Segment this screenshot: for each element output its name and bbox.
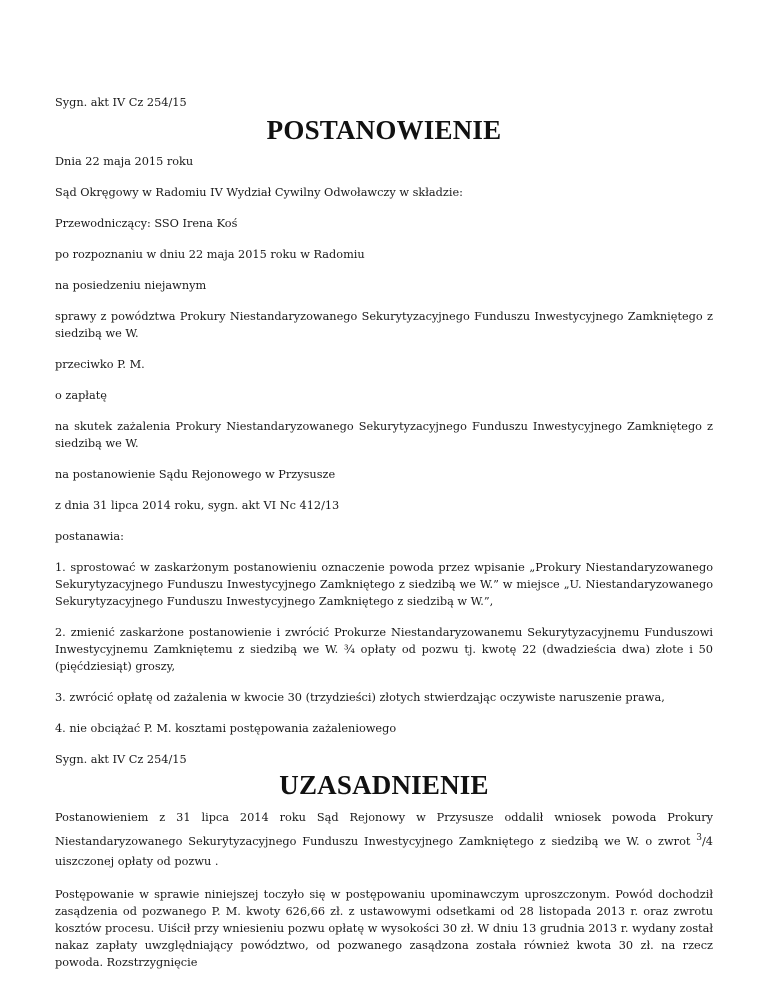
court-name: Sąd Okręgowy w Radomiu IV Wydział Cywilny Odwoławczy w składzie:	[55, 186, 463, 199]
justification-title: UZASADNIENIE	[279, 770, 489, 800]
appealed-decision: na postanowienie Sądu Rejonowego w Przysusze	[55, 468, 336, 481]
ruling-item: 3. zwrócić opłatę od zażalenia w kwocie 30 (trzydzieści) złotych stwierdzając oczywiste naruszenie prawa,	[55, 691, 665, 704]
document-title: POSTANOWIENIE	[266, 115, 502, 145]
justification-paragraph: Postępowanie w sprawie niniejszej toczyło się w postępowaniu upominawczym uproszczonym. Powód dochodził zasądzenia od pozwanego P. M. kwoty 626,66 zł. z ustawowymi odsetkami od 28 listopada 2013 r. oraz zwrotu kosztów procesu. Uiścił przy wniesieniu pozwu opłatę w wysokości 30 zł. W dniu 13 grudnia 2013 r. wydany został nakaz zapłaty uwzględniający powództwo, od pozwanego zasądzona została również kwota 30 zł. na rzecz powoda. Rozstrzygnięcie	[55, 888, 713, 969]
justification-text-tail: uiszczonej opłaty od pozwu .	[55, 855, 219, 868]
case-description: sprawy z powództwa Prokury Niestandaryzowanego Sekurytyzacyjnego Funduszu Inwestycyjnego Zamkniętego z siedzibą we W.	[55, 310, 713, 340]
fraction-numerator: 3	[696, 833, 702, 843]
justification-paragraph	[55, 808, 713, 872]
ruling-item: 1. sprostować w zaskarżonym postanowieniu oznaczenie powoda przez wpisanie „Prokury Niestandaryzowanego Sekurytyzacyjnego Funduszu Inwestycyjnego Zamkniętego z siedzibą we W.” w miejsce „U. Niestandaryzowanego Sekurytyzacyjnego Funduszu Inwestycyjnego Zamkniętego z siedzibą w W.”,	[55, 561, 713, 608]
appealed-decision-date: z dnia 31 lipca 2014 roku, sygn. akt VI Nc 412/13	[55, 499, 340, 512]
case-signature: Sygn. akt IV Cz 254/15	[55, 96, 187, 109]
session-type: na posiedzeniu niejawnym	[55, 279, 207, 292]
court-chair: Przewodniczący: SSO Irena Koś	[55, 217, 238, 230]
decision-date: Dnia 22 maja 2015 roku	[55, 155, 194, 168]
ruling-item: 4. nie obciążać P. M. kosztami postępowania zażaleniowego	[55, 722, 397, 735]
appeal-description: na skutek zażalenia Prokury Niestandaryzowanego Sekurytyzacyjnego Funduszu Inwestycyjnego Zamkniętego z siedzibą we W.	[55, 420, 713, 450]
hearing-info: po rozpoznaniu w dniu 22 maja 2015 roku w Radomiu	[55, 248, 365, 261]
fraction-denominator: /4	[702, 835, 713, 848]
justification-signature: Sygn. akt IV Cz 254/15	[55, 753, 187, 766]
document-page	[55, 94, 713, 985]
case-subject: o zapłatę	[55, 389, 107, 402]
defendant: przeciwko P. M.	[55, 358, 145, 371]
justification-text: Postanowieniem z 31 lipca 2014 roku Sąd Rejonowy w Przysusze oddalił wniosek powoda Prokury Niestandaryzowanego Sekurytyzacyjnego Funduszu Inwestycyjnego Zamkniętego z siedzibą we W. o zwrot	[55, 811, 713, 848]
resolves-label: postanawia:	[55, 530, 124, 543]
ruling-item: 2. zmienić zaskarżone postanowienie i zwrócić Prokurze Niestandaryzowanemu Sekurytyzacyjnemu Funduszowi Inwestycyjnemu Zamkniętemu z siedzibą we W. ¾ opłaty od pozwu tj. kwotę 22 (dwadzieścia dwa) złote i 50 (pięćdziesiąt) groszy,	[55, 626, 713, 673]
